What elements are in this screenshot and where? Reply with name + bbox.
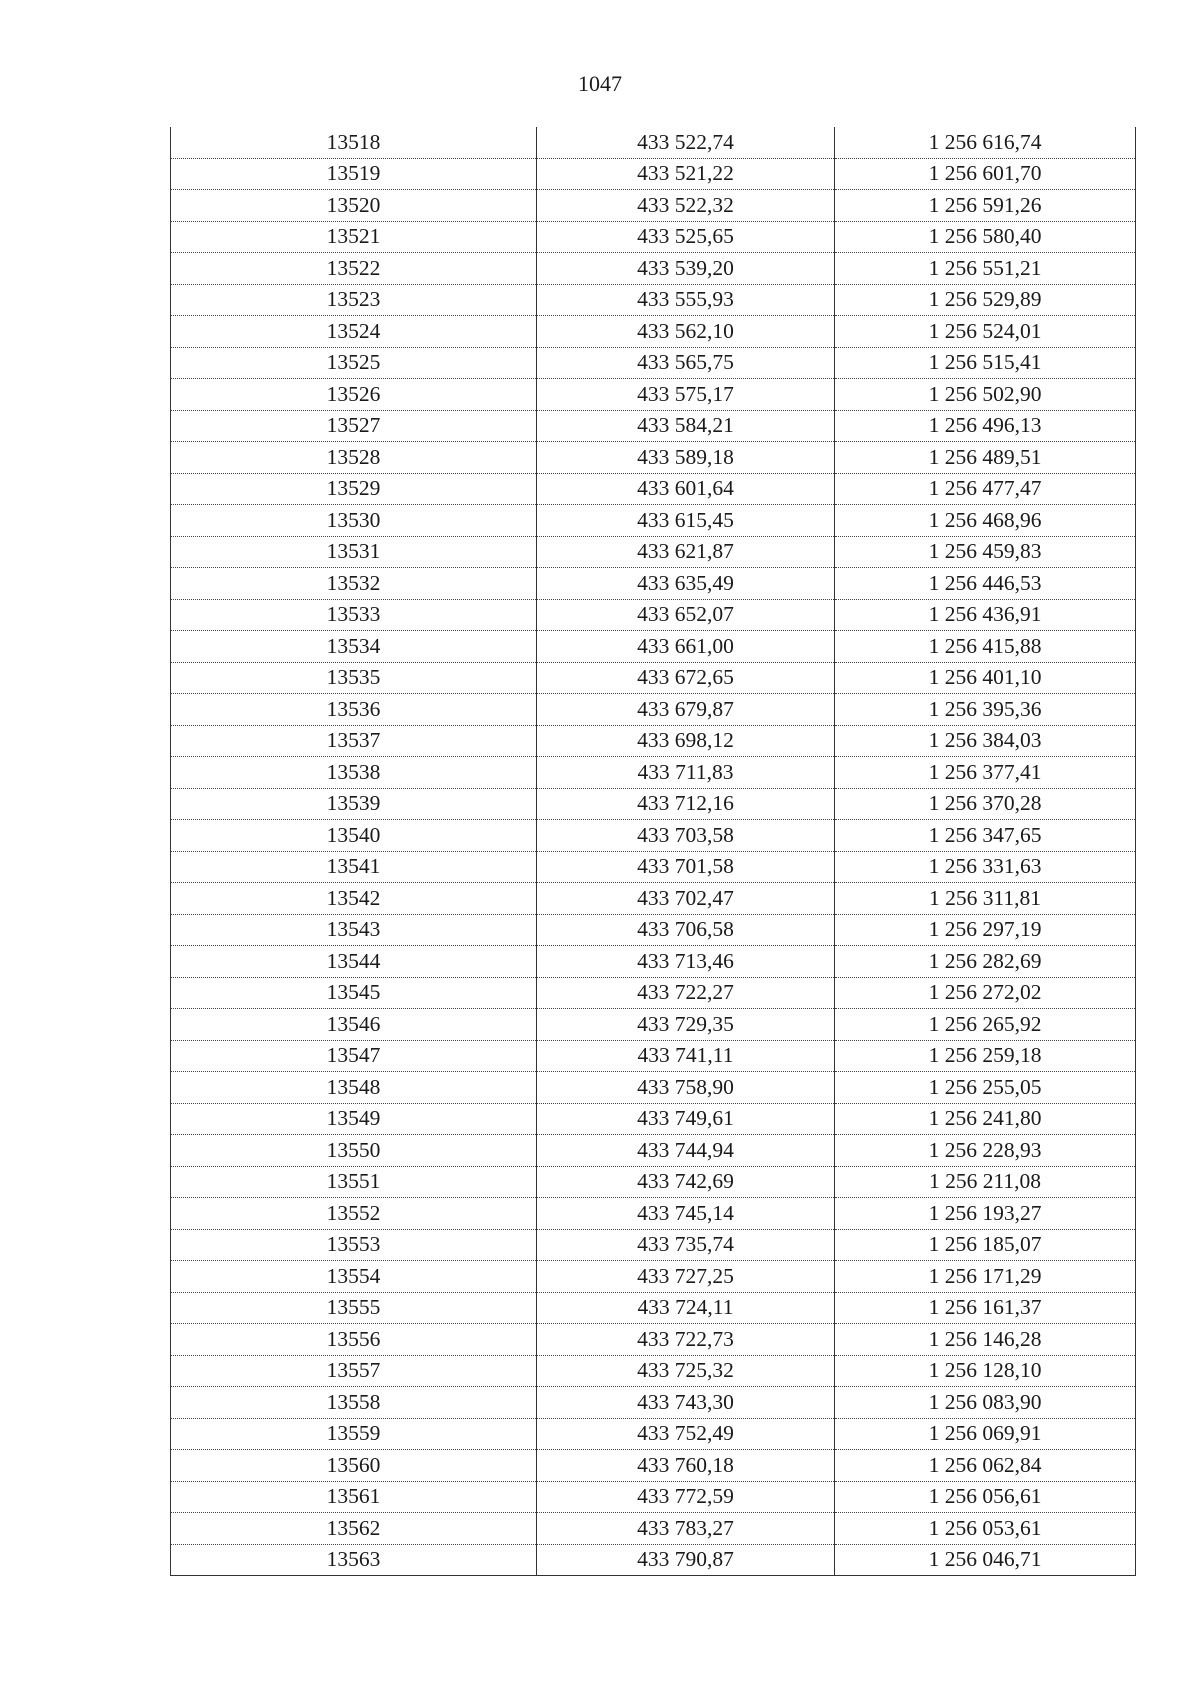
- y-coordinate-cell: 1 256 128,10: [835, 1355, 1136, 1387]
- table-row: [171, 1324, 1136, 1356]
- x-coordinate-cell: 433 790,87: [537, 1544, 835, 1576]
- coordinates-table: [170, 127, 1136, 1576]
- point-number-cell: 13552: [171, 1198, 537, 1230]
- table-row: [171, 536, 1136, 568]
- point-number-cell: 13556: [171, 1324, 537, 1356]
- y-coordinate-cell: 1 256 311,81: [835, 883, 1136, 915]
- x-coordinate-cell: 433 744,94: [537, 1135, 835, 1167]
- y-coordinate-cell: 1 256 496,13: [835, 410, 1136, 442]
- point-number-cell: 13563: [171, 1544, 537, 1576]
- y-coordinate-cell: 1 256 083,90: [835, 1387, 1136, 1419]
- x-coordinate-cell: 433 539,20: [537, 253, 835, 285]
- x-coordinate-cell: 433 565,75: [537, 347, 835, 379]
- y-coordinate-cell: 1 256 401,10: [835, 662, 1136, 694]
- y-coordinate-cell: 1 256 529,89: [835, 284, 1136, 316]
- y-coordinate-cell: 1 256 228,93: [835, 1135, 1136, 1167]
- x-coordinate-cell: 433 525,65: [537, 221, 835, 253]
- table-row: [171, 1040, 1136, 1072]
- table-row: [171, 1103, 1136, 1135]
- x-coordinate-cell: 433 711,83: [537, 757, 835, 789]
- point-number-cell: 13524: [171, 316, 537, 348]
- table-row: [171, 757, 1136, 789]
- y-coordinate-cell: 1 256 241,80: [835, 1103, 1136, 1135]
- x-coordinate-cell: 433 722,73: [537, 1324, 835, 1356]
- x-coordinate-cell: 433 729,35: [537, 1009, 835, 1041]
- coordinates-table-body: [171, 127, 1136, 1576]
- x-coordinate-cell: 433 698,12: [537, 725, 835, 757]
- x-coordinate-cell: 433 724,11: [537, 1292, 835, 1324]
- point-number-cell: 13548: [171, 1072, 537, 1104]
- point-number-cell: 13519: [171, 158, 537, 190]
- table-row: [171, 851, 1136, 883]
- point-number-cell: 13540: [171, 820, 537, 852]
- table-row: [171, 977, 1136, 1009]
- y-coordinate-cell: 1 256 347,65: [835, 820, 1136, 852]
- y-coordinate-cell: 1 256 062,84: [835, 1450, 1136, 1482]
- point-number-cell: 13521: [171, 221, 537, 253]
- x-coordinate-cell: 433 703,58: [537, 820, 835, 852]
- table-row: [171, 1198, 1136, 1230]
- x-coordinate-cell: 433 741,11: [537, 1040, 835, 1072]
- point-number-cell: 13557: [171, 1355, 537, 1387]
- table-row: [171, 473, 1136, 505]
- x-coordinate-cell: 433 635,49: [537, 568, 835, 600]
- y-coordinate-cell: 1 256 502,90: [835, 379, 1136, 411]
- table-row: [171, 410, 1136, 442]
- point-number-cell: 13545: [171, 977, 537, 1009]
- point-number-cell: 13529: [171, 473, 537, 505]
- y-coordinate-cell: 1 256 446,53: [835, 568, 1136, 600]
- y-coordinate-cell: 1 256 193,27: [835, 1198, 1136, 1230]
- y-coordinate-cell: 1 256 551,21: [835, 253, 1136, 285]
- y-coordinate-cell: 1 256 477,47: [835, 473, 1136, 505]
- table-row: [171, 1009, 1136, 1041]
- point-number-cell: 13535: [171, 662, 537, 694]
- point-number-cell: 13562: [171, 1513, 537, 1545]
- x-coordinate-cell: 433 615,45: [537, 505, 835, 537]
- point-number-cell: 13534: [171, 631, 537, 663]
- point-number-cell: 13546: [171, 1009, 537, 1041]
- table-row: [171, 820, 1136, 852]
- table-row: [171, 253, 1136, 285]
- point-number-cell: 13544: [171, 946, 537, 978]
- table-row: [171, 631, 1136, 663]
- x-coordinate-cell: 433 701,58: [537, 851, 835, 883]
- table-row: [171, 190, 1136, 222]
- table-row: [171, 694, 1136, 726]
- y-coordinate-cell: 1 256 436,91: [835, 599, 1136, 631]
- y-coordinate-cell: 1 256 384,03: [835, 725, 1136, 757]
- y-coordinate-cell: 1 256 265,92: [835, 1009, 1136, 1041]
- table-row: [171, 1387, 1136, 1419]
- x-coordinate-cell: 433 522,32: [537, 190, 835, 222]
- point-number-cell: 13550: [171, 1135, 537, 1167]
- y-coordinate-cell: 1 256 524,01: [835, 316, 1136, 348]
- point-number-cell: 13520: [171, 190, 537, 222]
- x-coordinate-cell: 433 601,64: [537, 473, 835, 505]
- point-number-cell: 13532: [171, 568, 537, 600]
- table-row: [171, 1418, 1136, 1450]
- table-row: [171, 883, 1136, 915]
- table-row: [171, 1513, 1136, 1545]
- point-number-cell: 13522: [171, 253, 537, 285]
- point-number-cell: 13549: [171, 1103, 537, 1135]
- y-coordinate-cell: 1 256 171,29: [835, 1261, 1136, 1293]
- table-row: [171, 379, 1136, 411]
- x-coordinate-cell: 433 562,10: [537, 316, 835, 348]
- table-row: [171, 725, 1136, 757]
- point-number-cell: 13527: [171, 410, 537, 442]
- y-coordinate-cell: 1 256 282,69: [835, 946, 1136, 978]
- point-number-cell: 13561: [171, 1481, 537, 1513]
- x-coordinate-cell: 433 735,74: [537, 1229, 835, 1261]
- x-coordinate-cell: 433 758,90: [537, 1072, 835, 1104]
- x-coordinate-cell: 433 589,18: [537, 442, 835, 474]
- table-row: [171, 284, 1136, 316]
- y-coordinate-cell: 1 256 459,83: [835, 536, 1136, 568]
- table-row: [171, 1481, 1136, 1513]
- x-coordinate-cell: 433 679,87: [537, 694, 835, 726]
- x-coordinate-cell: 433 745,14: [537, 1198, 835, 1230]
- y-coordinate-cell: 1 256 370,28: [835, 788, 1136, 820]
- point-number-cell: 13530: [171, 505, 537, 537]
- x-coordinate-cell: 433 702,47: [537, 883, 835, 915]
- point-number-cell: 13523: [171, 284, 537, 316]
- y-coordinate-cell: 1 256 255,05: [835, 1072, 1136, 1104]
- table-row: [171, 316, 1136, 348]
- x-coordinate-cell: 433 725,32: [537, 1355, 835, 1387]
- x-coordinate-cell: 433 522,74: [537, 127, 835, 158]
- page-number: 1047: [578, 71, 622, 96]
- y-coordinate-cell: 1 256 146,28: [835, 1324, 1136, 1356]
- table-row: [171, 1292, 1136, 1324]
- x-coordinate-cell: 433 743,30: [537, 1387, 835, 1419]
- y-coordinate-cell: 1 256 331,63: [835, 851, 1136, 883]
- table-row: [171, 1355, 1136, 1387]
- x-coordinate-cell: 433 713,46: [537, 946, 835, 978]
- y-coordinate-cell: 1 256 272,02: [835, 977, 1136, 1009]
- x-coordinate-cell: 433 712,16: [537, 788, 835, 820]
- y-coordinate-cell: 1 256 046,71: [835, 1544, 1136, 1576]
- table-row: [171, 1544, 1136, 1576]
- x-coordinate-cell: 433 783,27: [537, 1513, 835, 1545]
- point-number-cell: 13541: [171, 851, 537, 883]
- x-coordinate-cell: 433 584,21: [537, 410, 835, 442]
- table-row: [171, 568, 1136, 600]
- x-coordinate-cell: 433 772,59: [537, 1481, 835, 1513]
- point-number-cell: 13558: [171, 1387, 537, 1419]
- y-coordinate-cell: 1 256 580,40: [835, 221, 1136, 253]
- y-coordinate-cell: 1 256 211,08: [835, 1166, 1136, 1198]
- table-row: [171, 221, 1136, 253]
- x-coordinate-cell: 433 722,27: [537, 977, 835, 1009]
- point-number-cell: 13555: [171, 1292, 537, 1324]
- point-number-cell: 13539: [171, 788, 537, 820]
- x-coordinate-cell: 433 706,58: [537, 914, 835, 946]
- point-number-cell: 13538: [171, 757, 537, 789]
- table-row: [171, 158, 1136, 190]
- table-row: [171, 347, 1136, 379]
- y-coordinate-cell: 1 256 515,41: [835, 347, 1136, 379]
- y-coordinate-cell: 1 256 616,74: [835, 127, 1136, 158]
- x-coordinate-cell: 433 760,18: [537, 1450, 835, 1482]
- y-coordinate-cell: 1 256 395,36: [835, 694, 1136, 726]
- point-number-cell: 13525: [171, 347, 537, 379]
- table-row: [171, 1072, 1136, 1104]
- point-number-cell: 13559: [171, 1418, 537, 1450]
- table-row: [171, 442, 1136, 474]
- table-row: [171, 914, 1136, 946]
- point-number-cell: 13533: [171, 599, 537, 631]
- x-coordinate-cell: 433 621,87: [537, 536, 835, 568]
- point-number-cell: 13526: [171, 379, 537, 411]
- point-number-cell: 13537: [171, 725, 537, 757]
- point-number-cell: 13553: [171, 1229, 537, 1261]
- x-coordinate-cell: 433 521,22: [537, 158, 835, 190]
- y-coordinate-cell: 1 256 468,96: [835, 505, 1136, 537]
- table-row: [171, 1135, 1136, 1167]
- x-coordinate-cell: 433 727,25: [537, 1261, 835, 1293]
- y-coordinate-cell: 1 256 056,61: [835, 1481, 1136, 1513]
- x-coordinate-cell: 433 575,17: [537, 379, 835, 411]
- point-number-cell: 13554: [171, 1261, 537, 1293]
- point-number-cell: 13547: [171, 1040, 537, 1072]
- x-coordinate-cell: 433 742,69: [537, 1166, 835, 1198]
- point-number-cell: 13536: [171, 694, 537, 726]
- table-row: [171, 505, 1136, 537]
- point-number-cell: 13518: [171, 127, 537, 158]
- y-coordinate-cell: 1 256 591,26: [835, 190, 1136, 222]
- y-coordinate-cell: 1 256 489,51: [835, 442, 1136, 474]
- x-coordinate-cell: 433 652,07: [537, 599, 835, 631]
- y-coordinate-cell: 1 256 415,88: [835, 631, 1136, 663]
- y-coordinate-cell: 1 256 601,70: [835, 158, 1136, 190]
- table-row: [171, 1261, 1136, 1293]
- y-coordinate-cell: 1 256 259,18: [835, 1040, 1136, 1072]
- table-row: [171, 1229, 1136, 1261]
- x-coordinate-cell: 433 661,00: [537, 631, 835, 663]
- table-row: [171, 788, 1136, 820]
- point-number-cell: 13543: [171, 914, 537, 946]
- table-row: [171, 1166, 1136, 1198]
- y-coordinate-cell: 1 256 297,19: [835, 914, 1136, 946]
- point-number-cell: 13528: [171, 442, 537, 474]
- x-coordinate-cell: 433 555,93: [537, 284, 835, 316]
- x-coordinate-cell: 433 752,49: [537, 1418, 835, 1450]
- y-coordinate-cell: 1 256 377,41: [835, 757, 1136, 789]
- x-coordinate-cell: 433 672,65: [537, 662, 835, 694]
- point-number-cell: 13542: [171, 883, 537, 915]
- table-row: [171, 946, 1136, 978]
- point-number-cell: 13560: [171, 1450, 537, 1482]
- table-row: [171, 1450, 1136, 1482]
- y-coordinate-cell: 1 256 069,91: [835, 1418, 1136, 1450]
- table-row: [171, 127, 1136, 158]
- point-number-cell: 13531: [171, 536, 537, 568]
- table-row: [171, 662, 1136, 694]
- x-coordinate-cell: 433 749,61: [537, 1103, 835, 1135]
- y-coordinate-cell: 1 256 185,07: [835, 1229, 1136, 1261]
- y-coordinate-cell: 1 256 161,37: [835, 1292, 1136, 1324]
- y-coordinate-cell: 1 256 053,61: [835, 1513, 1136, 1545]
- point-number-cell: 13551: [171, 1166, 537, 1198]
- table-row: [171, 599, 1136, 631]
